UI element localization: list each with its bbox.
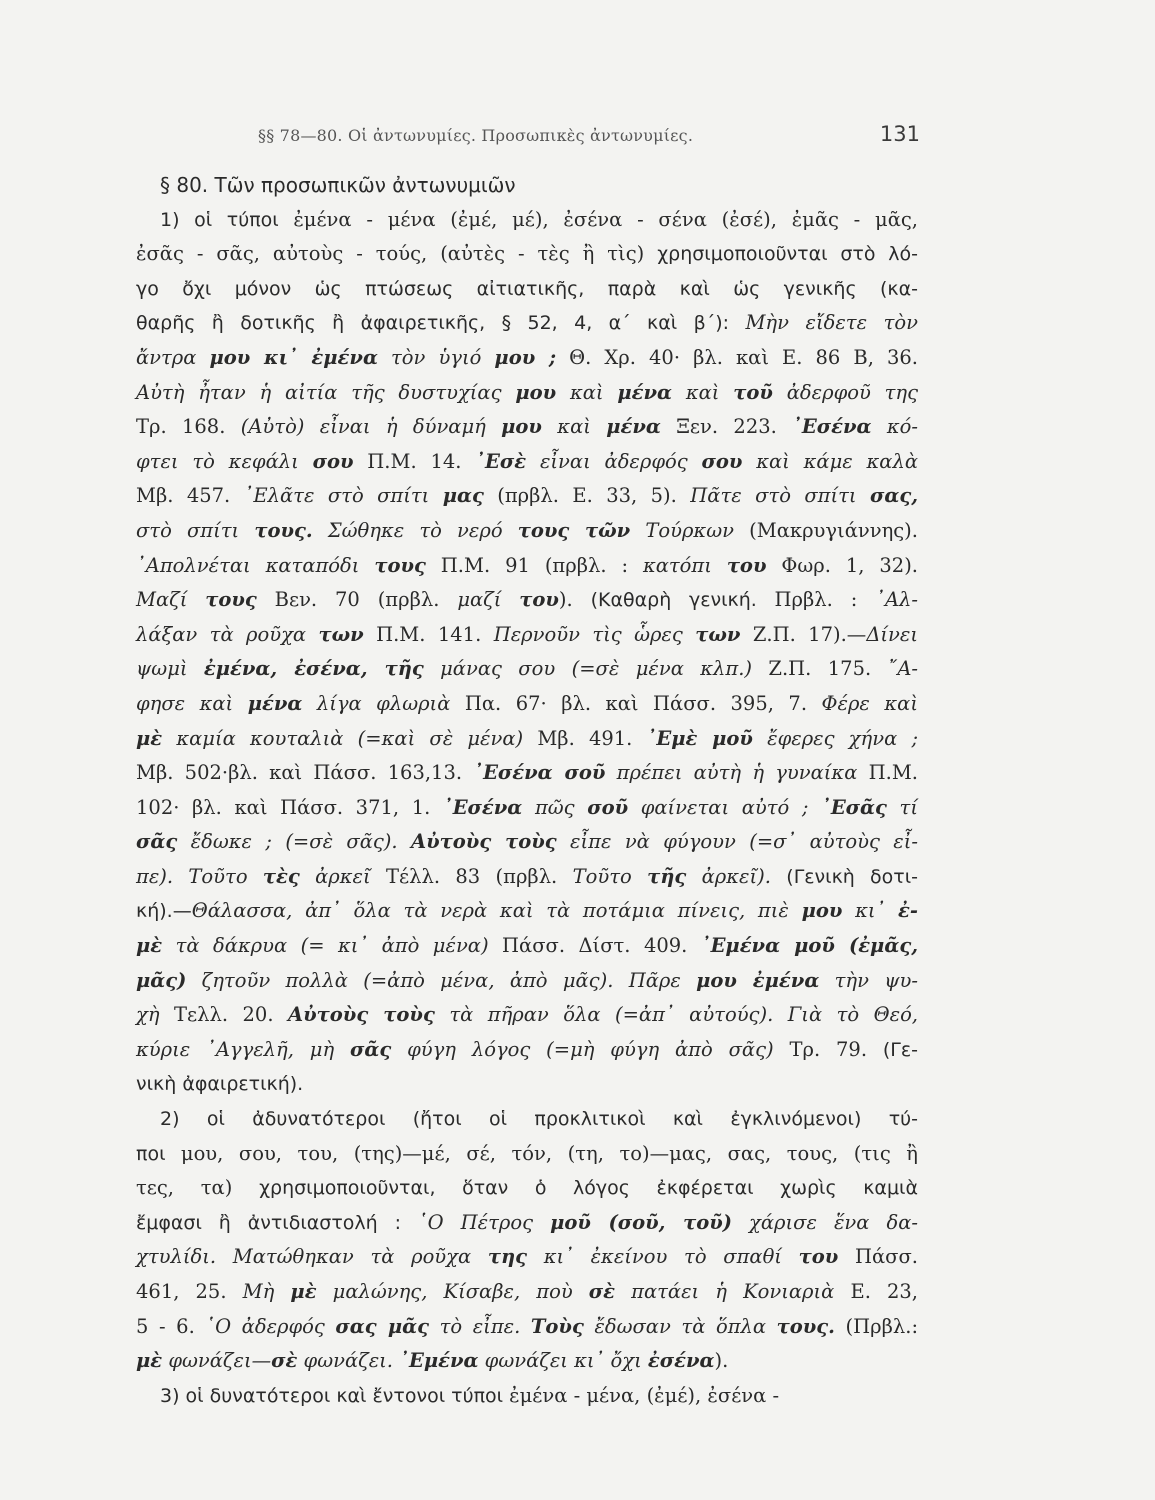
text-segment: ἐμένα - μένα (ἐμέ, μέ), ἐσένα - σένα (ἐσέ), ἐμᾶς - μᾶς, [293,207,919,231]
text-segment: Τούρκων [630,518,750,542]
text-segment: Φέρε καὶ [821,691,918,715]
text-segment: Αὐτὴ ἦταν ἡ αἰτία τῆς δυστυχίας [136,380,516,404]
text-segment: μου [501,415,542,439]
text-segment: μοῦ (σοῦ, τοῦ) [550,1210,732,1234]
text-segment: φωνάζει κι᾿ ὄχι [478,1349,648,1373]
text-segment: μένα [247,691,303,715]
text-segment: Τελλ. 20. [174,1003,289,1027]
text-segment: μένα [606,415,661,439]
text-segment: σὲ [271,1349,298,1373]
text-segment: τους [374,553,426,577]
text-segment: ᾿Εσένα [442,795,523,819]
text-segment: μου, σου, του, (της)—μέ, σέ, τόν, (τη, το)—μας, σας, τους, (τις ἢ [180,1141,918,1165]
running-header [258,122,920,156]
text-segment: ᾿Εσένα σοῦ [473,761,606,785]
text-segment: Μβ. 502·βλ. καὶ Πάσσ. 163,13. [136,761,474,785]
text-line [136,652,918,687]
text-segment: Σώθηκε τὸ νερό [312,518,518,542]
text-segment: μὲ [136,726,163,750]
text-segment: ). [714,1349,729,1373]
text-segment: γο ὄχι μόνον ὡς πτώσεως αἰτιατικῆς, παρὰ καὶ ὡς γενικῆς (κα- [136,277,918,300]
text-segment: ἐμένα, ἐσένα, τῆς [203,657,424,681]
page-number: 131 [879,122,920,146]
text-segment: καμία κουταλιὰ (=καὶ σὲ μένα) [162,726,538,750]
text-segment: ἔδωκε ; (=σὲ σᾶς). [177,830,411,854]
text-segment: Αὐτοὺς τοὺς [411,830,557,854]
text-segment: φησε καὶ [136,691,248,715]
text-segment: ῾Ο Πέτρος [417,1210,551,1234]
text-segment: τὸν ὑγιό [377,345,495,369]
text-segment: φτει τὸ κεφάλι [136,449,313,473]
text-segment: ᾿Αλ- [875,588,918,612]
text-segment: κατόπι [642,553,727,577]
text-line [136,756,918,791]
text-segment: (Γε- [882,1038,919,1061]
text-line [136,964,918,999]
text-segment: χάρισε ἕνα δα- [732,1210,918,1234]
text-line [136,341,918,376]
text-segment: των [318,622,364,646]
text-segment: ᾿Εμὲ μοῦ [646,726,753,750]
text-segment: Τρ. 168. [136,415,241,439]
text-segment: σᾶς [350,1037,392,1061]
text-segment: πρέπει αὐτὴ ἡ γυναίκα [605,761,869,785]
text-line [136,1310,918,1345]
text-segment: τους τῶν [517,518,631,542]
text-segment: ἔφερες χήνα ; [752,726,919,750]
text-line [136,376,918,411]
text-line [136,1033,918,1068]
text-segment: νικὴ ἀφαιρετική). [136,1073,304,1096]
text-segment: χτυλίδι. Ματώθηκαν τὰ ροῦχα [136,1245,488,1269]
text-segment: τους [205,588,257,612]
text-segment: Τέλλ. 83 (πρβλ. [386,864,573,888]
text-segment: καὶ [672,380,734,404]
text-segment: Ζ.Π. 175. [768,657,888,681]
text-segment: μὲ [136,1349,163,1373]
text-segment: ᾿Εσᾶς [821,795,887,819]
text-segment: μᾶς) [136,968,187,992]
text-segment: 102· βλ. καὶ Πάσσ. 371, 1. [136,795,443,819]
text-segment: πε). Τοῦτο [136,864,263,888]
text-segment: ἄντρα [136,345,210,369]
text-line [136,1102,918,1137]
text-segment: φαίνεται αὐτό ; [628,795,822,819]
text-segment: κό- [871,415,918,439]
text-segment: Τοῦτο [572,864,648,888]
text-segment: σᾶς [136,830,178,854]
text-segment: τους. [776,1314,835,1338]
text-line [136,237,918,272]
text-segment: τὰ δάκρυα (= κι᾿ ἀπὸ μένα) [162,934,503,958]
text-segment: ἐσᾶς - σᾶς, αὐτοὺς - τούς, (αὐτὲς - τὲς ἢ τὶς) [136,242,658,266]
text-segment: Ξεν. 223. [660,415,793,439]
text-segment: πῶς [522,795,588,819]
text-line [136,722,918,757]
text-segment: τῆς [647,864,687,888]
text-segment: Πρβλ. : [774,588,876,612]
text-segment: Μβ. 491. [537,726,647,750]
text-line [136,998,918,1033]
text-segment: Πᾶτε στὸ σπίτι [690,484,870,508]
text-segment: ζητοῦν πολλὰ (=ἀπὸ μένα, ἀπὸ μᾶς). Πᾶρε [186,968,697,992]
text-line [136,894,918,929]
text-segment: μου [515,380,557,404]
text-segment: 2) οἱ ἀδυνατότεροι (ἤτοι οἱ προκλιτικοὶ καὶ ἐγκλινόμενοι) τύ- [160,1108,918,1131]
text-segment: (Γενικὴ δοτι- [786,865,918,888]
text-segment: φωνάζει. [297,1349,400,1373]
text-segment: Φωρ. 1, 32). [766,553,919,577]
text-segment: χρησιμοποιοῦνται στὸ λό- [657,243,918,266]
text-line [136,445,918,480]
text-segment: φύγη λόγος (=μὴ φύγη ἀπὸ σᾶς) [391,1037,790,1061]
text-segment: τὲς [262,864,300,888]
text-segment: ῾Ο ἀδερφός [205,1314,336,1338]
text-segment: Ζ.Π. 17).— [740,622,867,646]
text-segment: Μὴν εἴδετε τὸν [745,311,918,335]
text-segment: Θάλασσα, ἀπ᾿ ὅλα τὰ νερὰ καὶ τὰ ποτάμια πίνεις, πιὲ [191,899,802,923]
text-segment: Π.Μ. 14. [353,449,476,473]
text-line [136,791,918,826]
text-segment: σοῦ [587,795,629,819]
text-line [136,583,918,618]
text-segment: ᾿Εμένα μοῦ (ἐμᾶς, [700,934,918,958]
text-segment: (Καθαρὴ γενική. [590,589,775,612]
text-segment: ἐσένα [647,1349,715,1373]
text-segment: ᾿Εμένα [399,1349,479,1373]
text-segment: Π.Μ. 91 (πρβλ. : [425,553,643,577]
text-segment: σας μᾶς [335,1314,430,1338]
text-segment: Δίνει [866,622,919,646]
text-line [136,1240,918,1275]
text-segment: ποι [136,1142,181,1165]
text-segment: ᾿Εσὲ [475,449,527,473]
text-segment: Τρ. 79. [789,1037,883,1061]
text-line [136,1206,918,1241]
text-segment: μας [442,484,484,508]
text-segment: μου ἐμένα [696,968,820,992]
text-segment: τες, τα) [136,1176,260,1200]
text-segment: Τοὺς [530,1314,584,1338]
text-segment: ᾿Εσένα [792,415,872,439]
text-segment: Πάσσ. Δίστ. 409. [502,934,701,958]
text-segment: λάξαν τὰ ροῦχα [136,622,319,646]
text-line [136,618,918,653]
text-segment: της [487,1245,528,1269]
text-segment: σου [701,449,743,473]
text-segment: σὲ [588,1280,616,1303]
text-segment: Ε. 23, [850,1280,919,1303]
text-segment: κύριε ᾿Αγγελῆ, μὴ [136,1037,351,1061]
text-line [136,687,918,722]
text-segment: θαρῆς ἢ δοτικῆς ἢ ἀφαιρετικῆς, § 52, 4, α΄ καὶ β΄): [136,312,746,335]
text-segment: κι᾿ [842,899,899,923]
text-segment: (Πρβλ.: [834,1314,919,1338]
text-segment: 3) οἱ δυνατότεροι καὶ ἔντονοι τύποι [160,1384,510,1407]
text-line [136,860,918,895]
text-segment: του [798,1245,839,1269]
text-segment: τί [886,795,918,819]
section-title: § 80. Τῶν προσωπικῶν ἀντωνυμιῶν [160,173,516,197]
text-line [136,1137,918,1172]
text-line [136,306,918,341]
text-line [136,1379,918,1414]
text-line [136,203,918,238]
text-segment: Θ. Χρ. 40· βλ. καὶ Ε. 86 Β, 36. [556,345,919,369]
text-segment: Π.Μ. [868,761,918,785]
text-segment: (Μακρυγιάννης). [749,518,918,542]
text-segment: χρησιμοποιοῦνται, ὅταν ὁ λόγος ἐκφέρεται χωρὶς καμιὰ [259,1177,918,1200]
text-segment: κι᾿ ἐκείνου τὸ σπαθί [527,1245,799,1269]
text-segment: κή).— [136,900,192,923]
text-segment: μαζί [457,588,520,612]
text-segment: 1) οἱ τύποι [160,208,294,231]
text-segment: στὸ σπίτι [136,518,255,542]
text-segment: των [695,622,741,646]
text-segment: ἀρκεῖ). [686,864,787,888]
text-segment: μὲ [290,1280,317,1303]
text-segment: μου κι᾿ ἐμένα [209,345,378,369]
text-segment: Πα. 67· βλ. καὶ Πάσσ. 395, 7. [464,691,822,715]
text-segment: εἶπε νὰ φύγουν (=σ᾿ αὐτοὺς εἶ- [556,830,918,854]
text-segment: (Αὐτὸ) εἶναι ἡ δύναμή [240,415,502,439]
text-segment: ἔδωσαν τὰ ὅπλα [583,1314,777,1338]
text-segment: 461, 25. [136,1280,243,1303]
text-line [136,479,918,514]
body-text [136,168,918,1413]
text-segment: μένα [617,380,673,404]
text-line [136,1171,918,1206]
text-segment: καὶ [556,380,618,404]
text-segment: Πάσσ. [838,1245,918,1269]
text-segment: πατάει ἡ Κονιαριὰ [615,1280,851,1303]
text-line [136,929,918,964]
text-line [136,1067,918,1102]
text-segment: σας, [869,484,918,508]
text-segment: ῎Α- [887,657,918,681]
text-segment: μου [801,899,843,923]
text-line [136,272,918,307]
text-segment: Μαζί [136,588,206,612]
text-segment: Π.Μ. 141. [363,622,494,646]
text-segment: καὶ κάμε καλὰ [742,449,918,473]
text-segment: τους. [254,518,313,542]
text-segment: καὶ [541,415,607,439]
text-segment: του [726,553,767,577]
text-segment: Περνοῦν τὶς ὧρες [493,622,696,646]
text-line [136,825,918,860]
text-line [136,410,918,445]
text-segment: ψωμὶ [136,657,204,681]
text-segment: Μβ. 457. [136,484,244,508]
text-segment: ἀρκεῖ [299,864,386,888]
text-segment: Μὴ [242,1280,291,1303]
text-segment: τὸ εἶπε. [429,1314,531,1338]
text-line [136,549,918,584]
text-segment: χὴ [136,1003,174,1027]
text-line [136,1275,918,1310]
text-segment: μου ; [494,345,557,369]
text-segment: λίγα φλωριὰ [302,691,465,715]
text-segment: (πρβλ. Ε. 33, 5). [483,484,691,508]
text-segment: σου [312,449,354,473]
text-segment: μάνας σου (=σὲ μένα κλπ.) [423,657,769,681]
text-segment: ἐμένα - μένα, (ἐμέ), ἐσένα - [509,1383,780,1407]
text-segment: ἔμφασι ἢ ἀντιδιαστολή : [136,1211,418,1234]
text-line [136,514,918,549]
text-segment: φωνάζει— [162,1349,272,1373]
text-segment: ᾿Απολνέται καταπόδι [136,553,375,577]
running-title: §§ 78—80. Οἱ ἀντωνυμίες. Προσωπικὲς ἀντωνυμίες. [258,126,694,145]
text-segment: 5 - 6. [136,1314,206,1338]
text-segment: εἶναι ἀδερφός [526,449,702,473]
text-segment: ). [558,588,591,612]
text-segment: τοῦ [733,380,773,404]
text-segment: μὲ [136,934,163,958]
text-segment: ἀδερφοῦ της [772,380,919,404]
text-segment: ᾿Ελᾶτε στὸ σπίτι [243,484,443,508]
text-segment: τὴν ψυ- [819,968,918,992]
text-segment: ἐ- [898,899,918,923]
text-segment: Αὐτοὺς τοὺς [288,1003,435,1027]
text-segment: τὰ πῆραν ὅλα (=ἀπ᾿ αὐτούς). Γιὰ τὸ Θεό, [434,1003,919,1027]
text-segment: του [519,588,559,612]
text-segment: μαλώνης, Κίσαβε, ποὺ [316,1280,589,1303]
text-segment: Βεν. 70 (πρβλ. [256,588,458,612]
text-line [136,1344,918,1379]
